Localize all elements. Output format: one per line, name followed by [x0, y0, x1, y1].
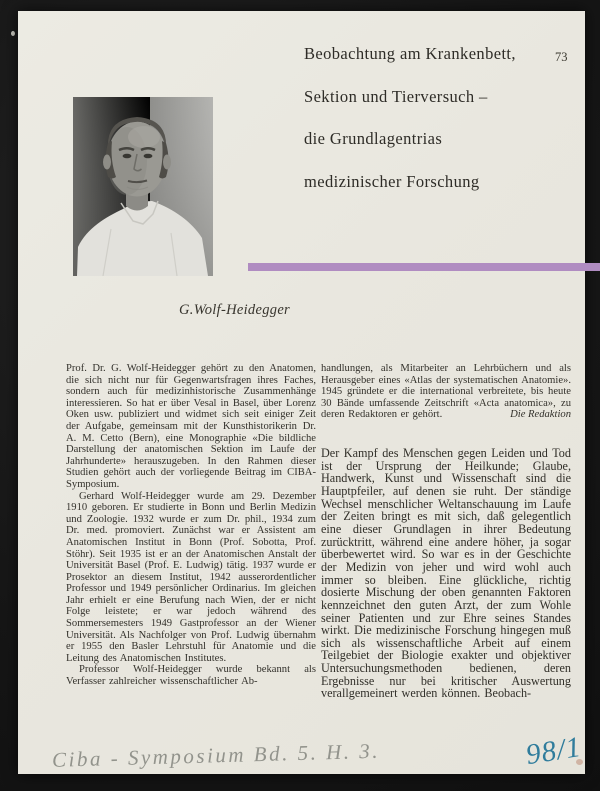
editorial-signature: Die Redaktion: [510, 409, 571, 421]
article-title: [304, 33, 554, 203]
document-page: [18, 11, 585, 774]
intro-paragraph-3: Professor Wolf-Heidegger wurde bekannt als Verfasser zahlreicher wissenschaftlicher Ab-: [66, 664, 316, 688]
intro-paragraph-2: Gerhard Wolf-Heidegger wurde am 29. Dezember 1910 geboren. Er studierte in Bonn und Berlin Medizin und Zoologie. 1932 wurde er zum Dr. phil., 1934 zum Dr. med. promoviert. Zunächst war er Assistent am Anatomischen Institut in Bonn (Prof. Sobotta, Prof. Stöhr). Seit 1935 ist er an der Anatomischen Anstalt der Universität Basel (Prof. E. Ludwig) tätig. 1937 wurde er Prosektor an diesem Institut, 1942 ausserordentlicher Professor und 1949 persönlicher Ordinarius. Im gleichen Jahr erhielt er eine Berufung nach Wien, der er nicht Folge leistete; er war jedoch während des Sommersemesters 1949 Gastprofessor an der Wiener Universität. Als Nachfolger von Prof. Ludwig übernahm er 1955 den Basler Lehrstuhl für Anatomie und die Leitung des Anatomischen Institutes.: [66, 490, 316, 664]
article-opening-paragraph: Der Kampf des Menschen gegen Leiden und Tod ist der Ursprung der Heilkunde; Glaube, Handwerk, Kunst und Wissenschaft sind die Hauptpfeiler, auf denen sie ruht. Der ständige Wechsel menschlicher Weltanschauung im Laufe der Zeiten bringt es mit sich, daß gelegentlich eine dieser Grundlagen in ihrer Bedeutung zurücktritt, während eine andere höher, ja sogar überbewertet wird. So war es in der Geschichte der Medizin von jeher und wird wohl auch immer so bleiben. Eine glückliche, richtig dosierte Mischung der oben genannten Faktoren kennzeichnet den guten Arzt, der zum Wohle seiner Patienten und zur Ehre seines Standes wirkt. Die medizinische Forschung hingegen muß sich als wissenschaftliche Arbeit auf einem Teilgebiet der Biologie exakter und objektiver Untersuchungsmethoden bedienen, deren Ergebnisse nur bei kritischer Auswertung verallgemeinert werden können. Beobach-: [321, 445, 571, 701]
title-line-1: Beobachtung am Krankenbett,: [304, 44, 516, 63]
intro-left-column: [66, 363, 316, 688]
photo-caption: G.Wolf-Heidegger: [179, 302, 290, 318]
title-line-2: Sektion und Tierversuch –: [304, 86, 488, 106]
title-line-4: medizinischer Forschung: [304, 171, 480, 191]
portrait-photo-graphic: [73, 97, 213, 276]
intro-paragraph-3-continued: handlungen, als Mitarbeiter an Lehrbüchern und als Herausgeber eines «Atlas der systematischen Anatomie». 1945 gründete er die international verbreitete, bis heute 30 Bände umfassende Zeitschrift «Acta anatomica», zu deren Redaktoren er gehört.: [321, 363, 571, 421]
handwritten-catalog-note: Ciba - Symposium Bd. 5. H. 3.: [51, 738, 381, 772]
purple-divider-bar: [248, 263, 600, 271]
title-line-3: die Grundlagentrias: [304, 129, 443, 148]
portrait-photo: [73, 97, 213, 276]
right-column: [321, 363, 571, 700]
handwritten-inventory-number: 98/1: [523, 730, 584, 772]
intro-paragraph-1: Prof. Dr. G. Wolf-Heidegger gehört zu den Anatomen, die sich nicht nur für Gegenwartsfragen ihres Faches, sondern auch für medizinhistorische Zusammenhänge interessieren. So hat er über Vesal in Basel, über Lorenz Oken usw. publiziert und widmet sich seit einiger Zeit der Aufgabe, gemeinsam mit der Kunsthistorikerin Dr. A. M. Cetto (Bern), eine Monographie «Die bildliche Darstellung der anatomischen Sektion im Laufe der Jahrhunderte» herauszugeben. In den Rahmen dieser Studien gehört auch der vorliegende Beitrag im CIBA-Symposium.: [66, 363, 316, 490]
page-number: 73: [555, 50, 568, 64]
paper-fleck: [11, 31, 15, 36]
paper-stain: [576, 759, 583, 765]
